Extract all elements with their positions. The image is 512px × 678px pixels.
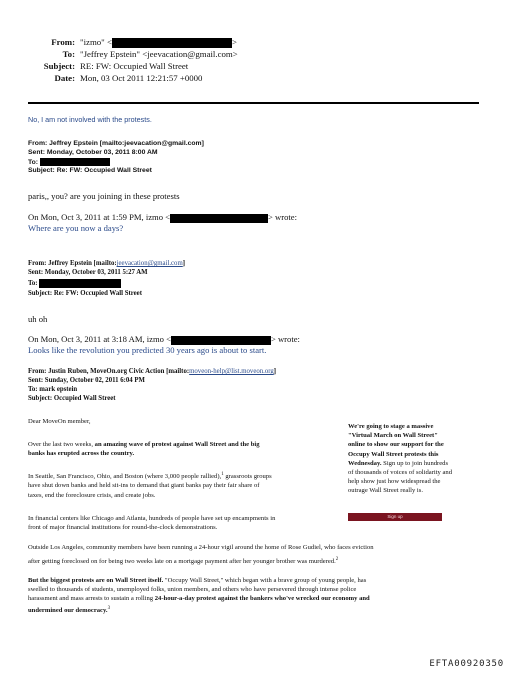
- to-label: To:: [62, 49, 75, 59]
- msg2-subject: Subject: Re: FW: Occupied Wall Street: [28, 290, 142, 297]
- msg2-body: uh oh: [28, 314, 48, 324]
- msg1-to: To:: [28, 158, 110, 167]
- redaction-block: [39, 279, 121, 288]
- header-divider: [28, 102, 479, 104]
- msg2-from: From: Jeffrey Epstein [mailto:jeevacation@gmail.com]: [28, 260, 186, 267]
- msg1-quote-text: Where are you now a days?: [28, 223, 124, 233]
- msg3-email-link[interactable]: moveon-help@list.moveon.org: [189, 368, 274, 375]
- from-tail: >: [231, 37, 237, 47]
- msg3-greeting: Dear MoveOn member,: [28, 418, 91, 425]
- date-label: Date:: [54, 73, 75, 83]
- redaction-block: [40, 158, 110, 166]
- sidebar-callout: We're going to stage a massive "Virtual March on Wall Street" online to show our support for the Occupy Wall Street protests this Wednesday. Sign up to join hundreds of thousands of voices of solidarity and help show just how widespread the outrage Wall Street really is.: [348, 423, 453, 495]
- redaction-block: [171, 336, 271, 345]
- subject-value: RE: FW: Occupied Wall Street: [80, 61, 189, 71]
- msg3-subject: Subject: Occupied Wall Street: [28, 395, 116, 402]
- email-header: [0, 36, 512, 84]
- msg3-to: To: mark epstein: [28, 386, 78, 393]
- msg2-quote-text: Looks like the revolution you predicted 30 years ago is about to start.: [28, 345, 267, 355]
- msg2-email-link[interactable]: jeevacation@gmail.com: [116, 260, 183, 267]
- msg1-from: From: Jeffrey Epstein [mailto:jeevacation@gmail.com]: [28, 140, 204, 147]
- redaction-block: [112, 38, 232, 48]
- msg2-quote-line: On Mon, Oct 3, 2011 at 3:18 AM, izmo < > wrote:: [28, 334, 300, 344]
- reply-text: No, I am not involved with the protests.: [28, 115, 152, 124]
- msg1-sent: Sent: Monday, October 03, 2011 8:00 AM: [28, 149, 158, 156]
- msg3-from: From: Justin Ruben, MoveOn.org Civic Action [mailto:moveon-help@list.moveon.org]: [28, 368, 277, 375]
- msg1-subject: Subject: Re: FW: Occupied Wall Street: [28, 167, 152, 174]
- from-label: From:: [51, 37, 75, 47]
- msg1-body: paris,, you? are you joining in these protests: [28, 191, 180, 201]
- from-value: [80, 36, 237, 48]
- msg3-sent: Sent: Sunday, October 02, 2011 6:04 PM: [28, 377, 145, 384]
- msg2-sent: Sent: Monday, October 03, 2011 5:27 AM: [28, 269, 148, 276]
- document-id: EFTA00920350: [429, 659, 504, 669]
- msg3-paragraph-5: But the biggest protests are on Wall Street itself. "Occupy Wall Street," which began with a brave group of young people, has swelled to thousands of students, unemployed folks, union members, and others who have persevered through intense police harassment and mass arrests to sustain a rolling 24-hour-a-day protest against the bankers who've wrecked our economy and undermined our democracy.$^3$: [28, 577, 370, 614]
- subject-label: Subject:: [43, 61, 75, 71]
- msg3-paragraph-2: In Seattle, San Francisco, Ohio, and Boston (where 3,000 people rallied),$^1$ grassroots groups have shut down banks and held sit-ins to demand that giant banks pay their fair share of taxes, end the foreclosure crisis, and create jobs.: [28, 472, 272, 499]
- msg3-paragraph-1: Over the last two weeks, an amazing wave of protest against Wall Street and the big banks has erupted across the country.: [28, 441, 260, 458]
- from-name: "izmo" <: [80, 37, 112, 47]
- msg2-to: To:: [28, 279, 121, 289]
- sign-up-button[interactable]: Sign up: [348, 513, 442, 521]
- msg3-paragraph-4: Outside Los Angeles, community members have been running a 24-hour vigil around the home of Rose Gudiel, who faces eviction after getting foreclosed on for being two weeks late on a mortgage payment after her younger brother was murdered.$^2$: [28, 544, 374, 566]
- msg1-quote-line: On Mon, Oct 3, 2011 at 1:59 PM, izmo < > wrote:: [28, 212, 297, 222]
- msg3-paragraph-3: In financial centers like Chicago and Atlanta, hundreds of people have set up encampments in front of major financial institutions for round-the-clock demonstrations.: [28, 515, 276, 532]
- redaction-block: [170, 214, 268, 223]
- to-value: "Jeffrey Epstein" <jeevacation@gmail.com>: [80, 49, 238, 59]
- date-value: Mon, 03 Oct 2011 12:21:57 +0000: [80, 73, 203, 83]
